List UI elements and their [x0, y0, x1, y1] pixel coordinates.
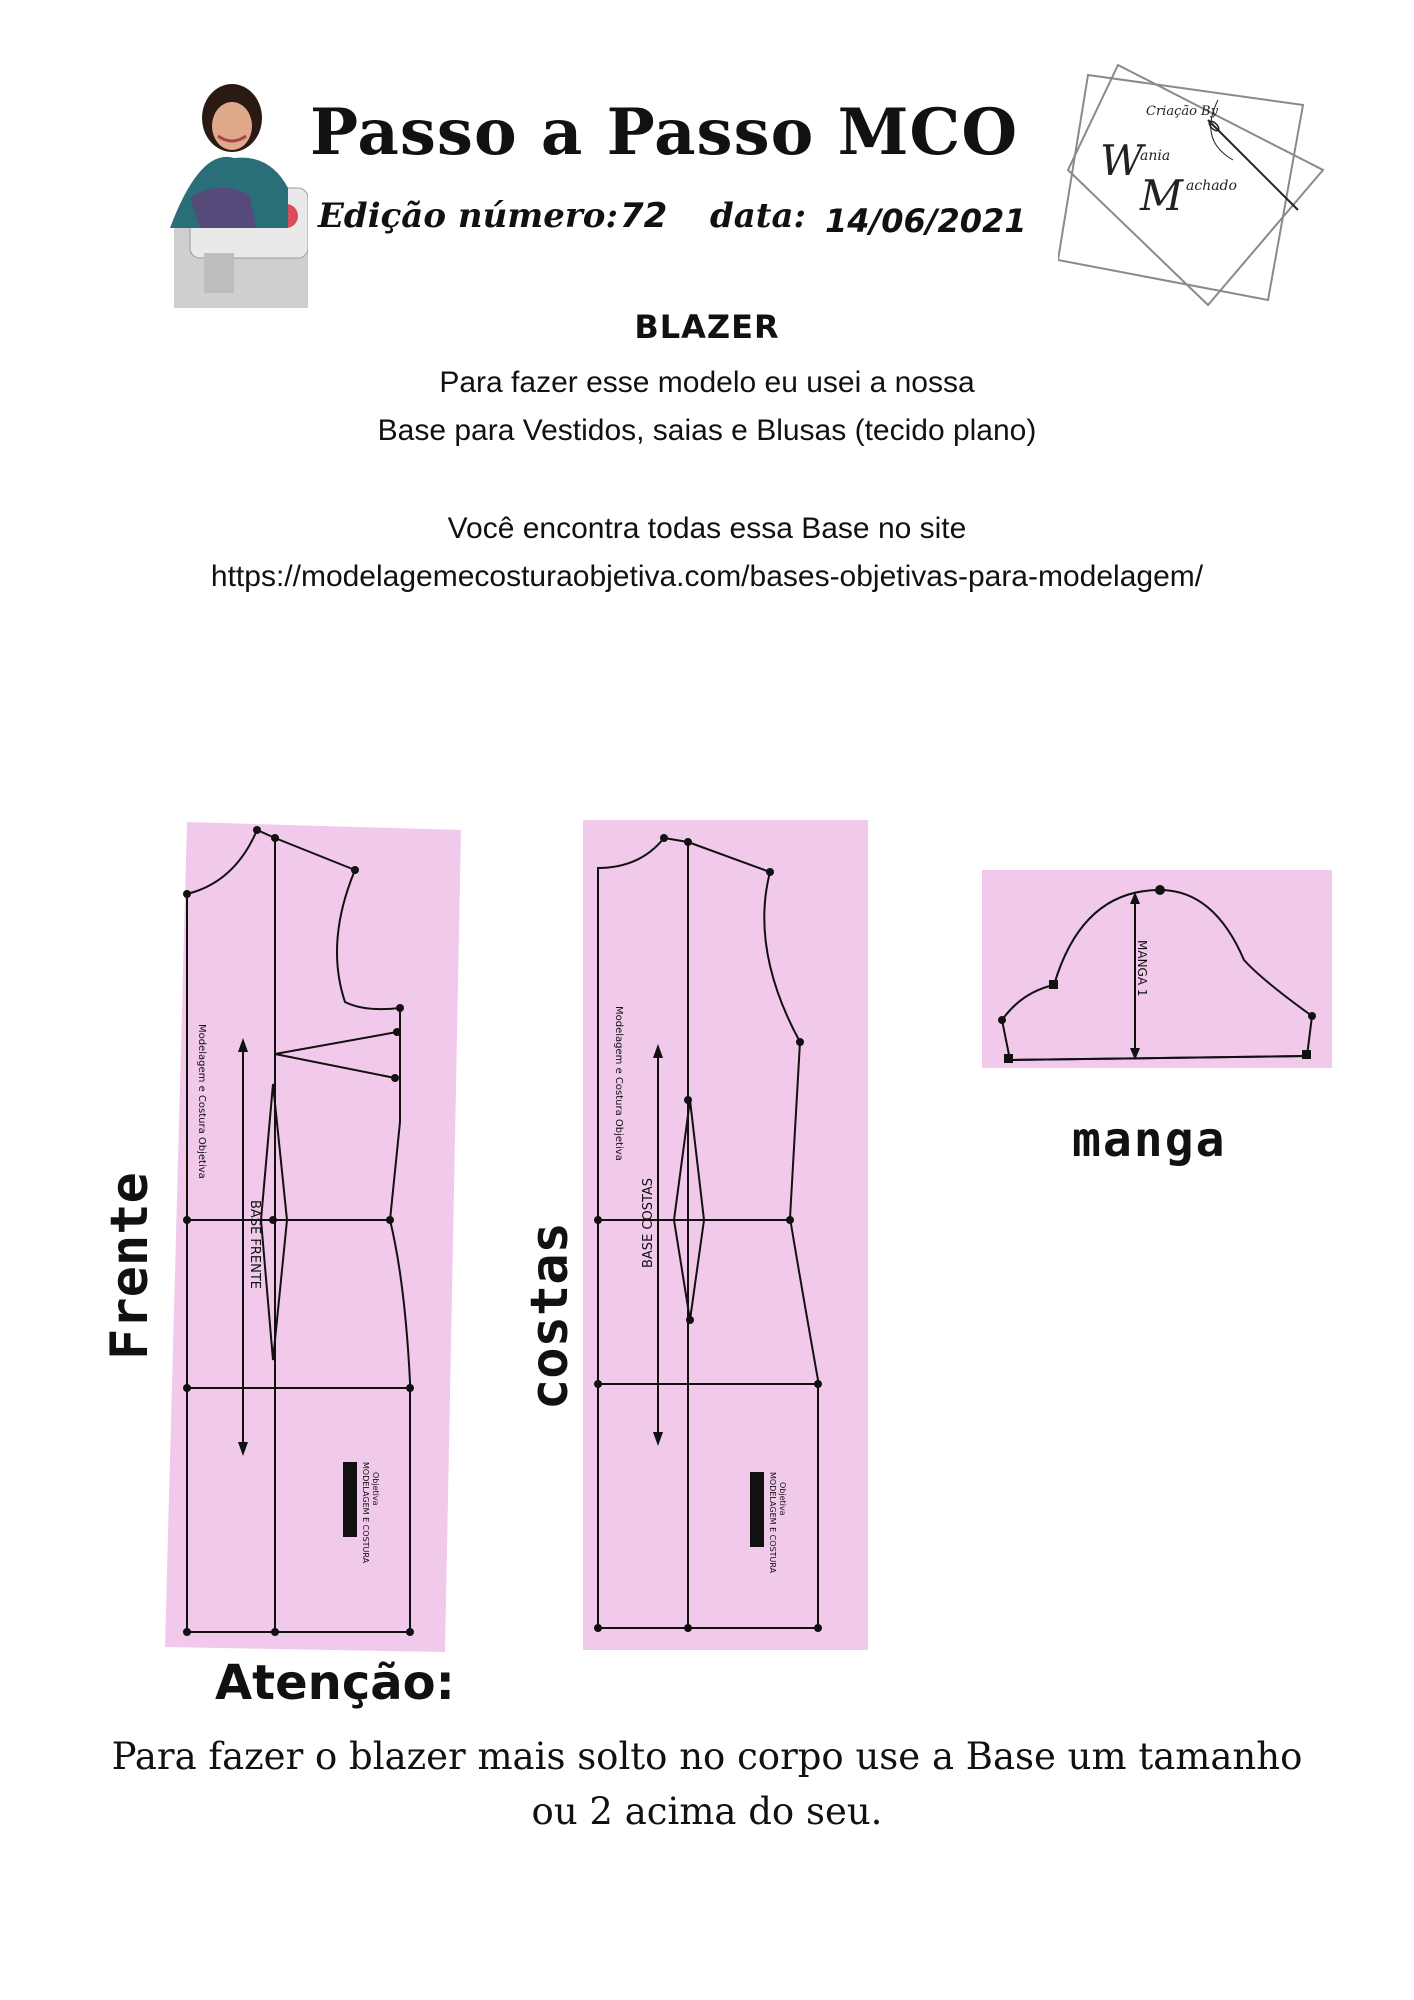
front-pattern-piece	[165, 822, 465, 1657]
logo-name-last: achado	[1186, 178, 1237, 194]
edition-label: Edição número:	[318, 196, 619, 236]
model-heading: BLAZER	[634, 308, 780, 346]
logo-initial-m: M	[1140, 171, 1184, 220]
back-stamp-2: Objetiva	[778, 1482, 787, 1516]
intro-line-3: Você encontra todas essa Base no site	[447, 512, 967, 545]
front-stamp-2: Objetiva	[371, 1472, 380, 1506]
logo-initial-w: W	[1100, 136, 1144, 185]
intro-line-1: Para fazer esse modelo eu usei a nossa	[439, 366, 975, 399]
back-brand-text: Modelagem e Costura Objetiva	[613, 1006, 624, 1161]
front-stamp-1: MODELAGEM E COSTURA	[361, 1462, 370, 1564]
back-stamp-1: MODELAGEM E COSTURA	[768, 1472, 777, 1574]
date-value: 14/06/2021	[825, 202, 1027, 240]
edition-number: 72	[620, 196, 668, 236]
attention-note-line-2: ou 2 acima do seu.	[531, 1790, 883, 1833]
back-label: costas	[520, 1222, 580, 1410]
front-brand-text: Modelagem e Costura Objetiva	[196, 1024, 207, 1179]
sleeve-pattern-piece	[982, 870, 1332, 1075]
sleeve-label: manga	[1072, 1112, 1227, 1168]
logo-top-text: Criação By	[1146, 104, 1218, 119]
site-url[interactable]: https://modelagemecosturaobjetiva.com/bases-objetivas-para-modelagem/	[210, 560, 1204, 593]
page-title: Passo a Passo MCO	[310, 95, 1019, 170]
logo-name-first: ania	[1140, 148, 1171, 164]
attention-heading: Atenção:	[215, 1655, 455, 1711]
sleeve-inner-label: MANGA 1	[1135, 940, 1149, 997]
back-pattern-piece	[580, 820, 870, 1657]
front-label: Frente	[100, 1172, 160, 1360]
attention-note-line-1: Para fazer o blazer mais solto no corpo use a Base um tamanho	[111, 1735, 1303, 1778]
author-logo	[1058, 60, 1328, 310]
author-photo	[160, 78, 308, 308]
intro-line-2: Base para Vestidos, saias e Blusas (tecido plano)	[377, 414, 1037, 447]
date-label: data:	[710, 196, 807, 236]
front-inner-label: BASE FRENTE	[247, 1200, 262, 1290]
back-inner-label: BASE COSTAS	[641, 1177, 656, 1268]
